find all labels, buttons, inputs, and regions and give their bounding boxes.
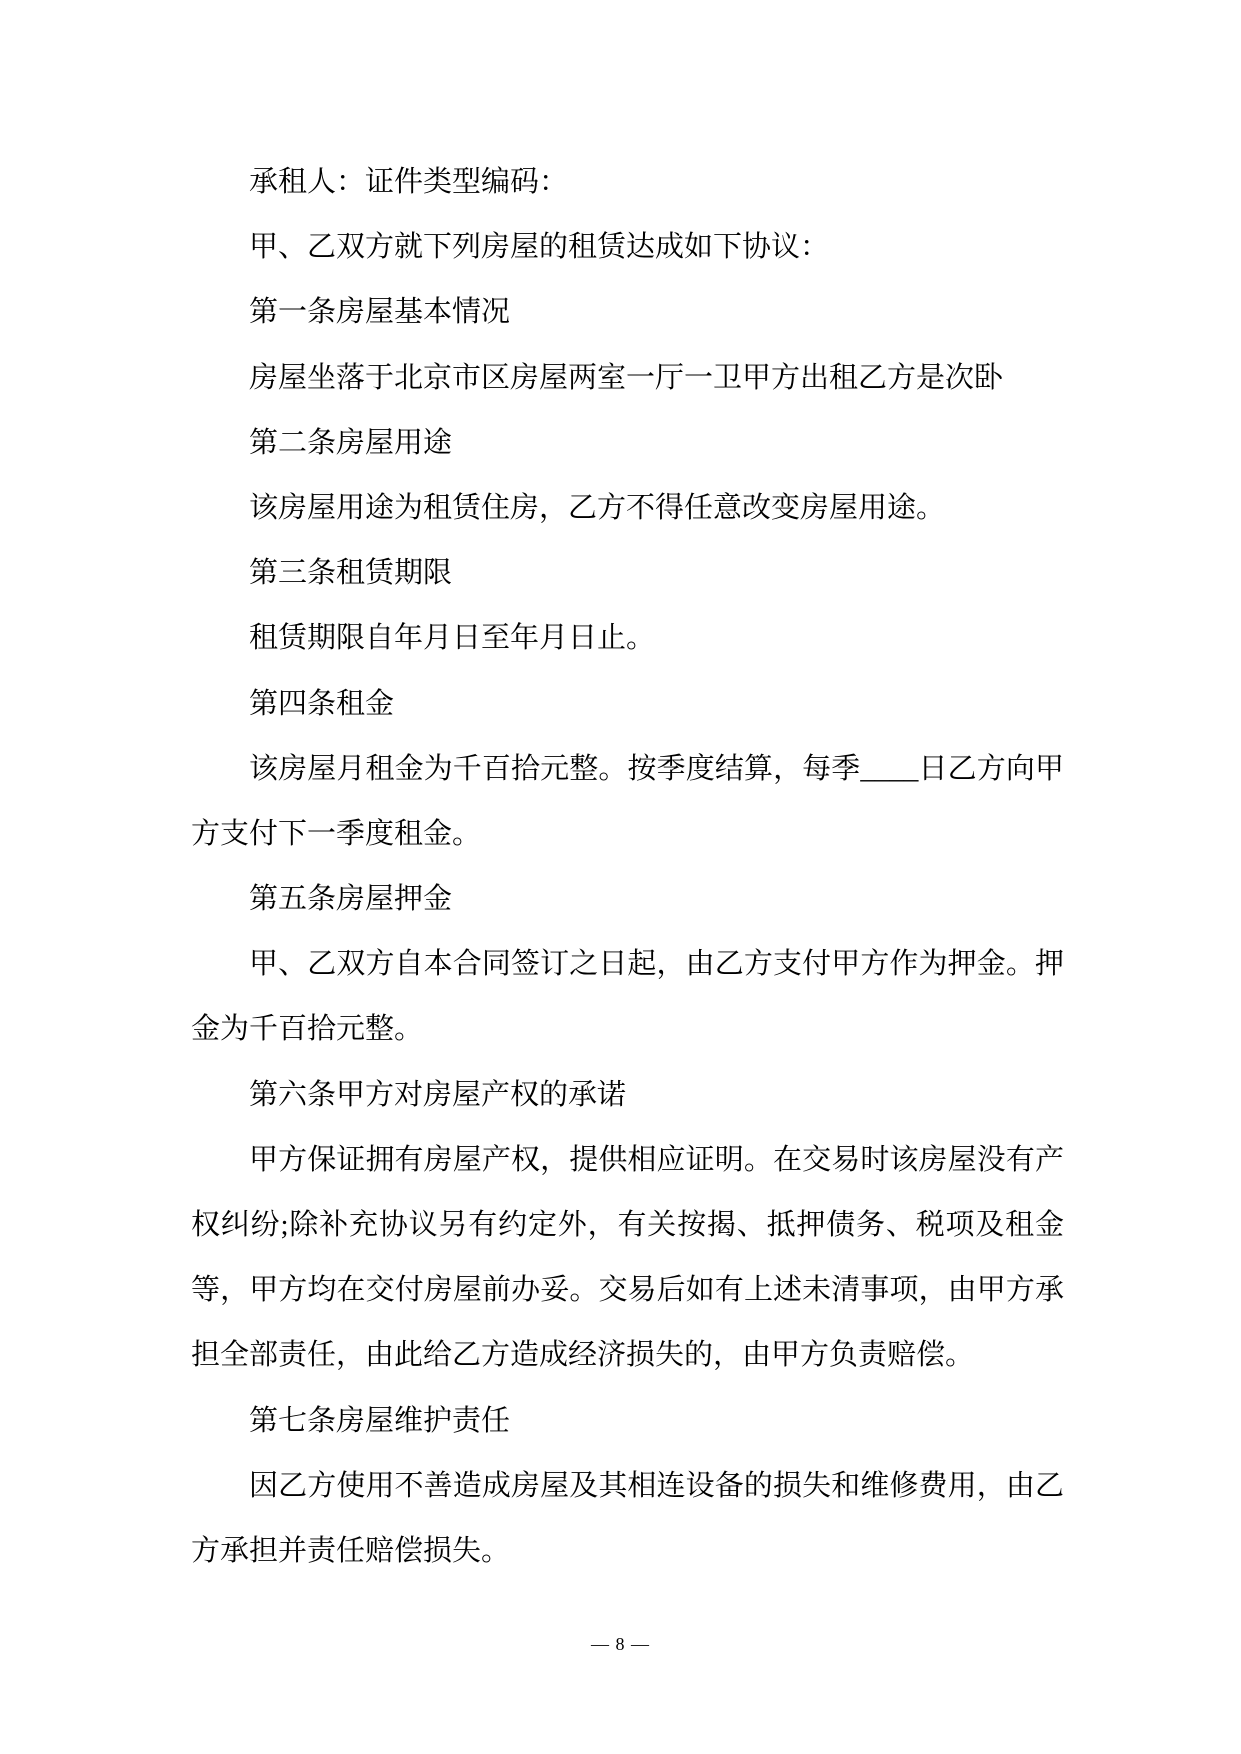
- clause-heading: [191, 1063, 1064, 1128]
- paragraph: [191, 606, 1064, 671]
- text-line: 甲、乙双方就下列房屋的租赁达成如下协议：: [249, 231, 830, 264]
- text-line: 第四条租金: [249, 687, 395, 720]
- paragraph: [191, 215, 1064, 280]
- paragraph: [191, 1454, 1064, 1584]
- text-line: 甲方保证拥有房屋产权，提供相应证明。在交易时该房屋没有产: [249, 1143, 1064, 1176]
- clause-heading: [191, 280, 1064, 345]
- text-line: 第七条房屋维护责任: [249, 1404, 511, 1437]
- text-line: 担全部责任，由此给乙方造成经济损失的，由甲方负责赔偿。: [191, 1339, 975, 1372]
- text-line: 租赁期限自年月日至年月日止。: [249, 622, 656, 655]
- text-line: 第二条房屋用途: [249, 426, 453, 459]
- paragraph: [191, 1128, 1064, 1389]
- text-line: 因乙方使用不善造成房屋及其相连设备的损失和维修费用，由乙: [249, 1469, 1064, 1502]
- paragraph: [191, 346, 1064, 411]
- text-line: 金为千百拾元整。: [191, 1013, 424, 1046]
- text-line: 方支付下一季度租金。: [191, 817, 482, 850]
- text-line: 甲、乙双方自本合同签订之日起，由乙方支付甲方作为押金。押: [249, 948, 1064, 981]
- text-line: 第一条房屋基本情况: [249, 296, 511, 329]
- clause-heading: [191, 672, 1064, 737]
- text-line: 权纠纷;除补充协议另有约定外，有关按揭、抵押债务、税项及租金: [191, 1209, 1064, 1241]
- text-line: 房屋坐落于北京市区房屋两室一厅一卫甲方出租乙方是次卧: [249, 361, 1004, 394]
- text-line: 第五条房屋押金: [249, 883, 453, 916]
- document-body: [191, 150, 1064, 1584]
- paragraph: [191, 737, 1064, 867]
- clause-heading: [191, 541, 1064, 606]
- text-line: 第六条甲方对房屋产权的承诺: [249, 1078, 627, 1111]
- paragraph: [191, 150, 1064, 215]
- clause-heading: [191, 411, 1064, 476]
- paragraph: [191, 476, 1064, 541]
- text-line: 承租人：证件类型编码：: [249, 166, 569, 198]
- text-line: 方承担并责任赔偿损失。: [191, 1534, 511, 1567]
- text-line: 等，甲方均在交付房屋前办妥。交易后如有上述未清事项，由甲方承: [191, 1274, 1064, 1307]
- text-line: 该房屋月租金为千百拾元整。按季度结算，每季____日乙方向甲: [249, 752, 1064, 785]
- text-line: 该房屋用途为租赁住房，乙方不得任意改变房屋用途。: [249, 491, 946, 524]
- text-line: 第三条租赁期限: [249, 557, 453, 590]
- page-number: — 8 —: [591, 1634, 650, 1654]
- clause-heading: [191, 867, 1064, 932]
- paragraph: [191, 932, 1064, 1062]
- clause-heading: [191, 1389, 1064, 1454]
